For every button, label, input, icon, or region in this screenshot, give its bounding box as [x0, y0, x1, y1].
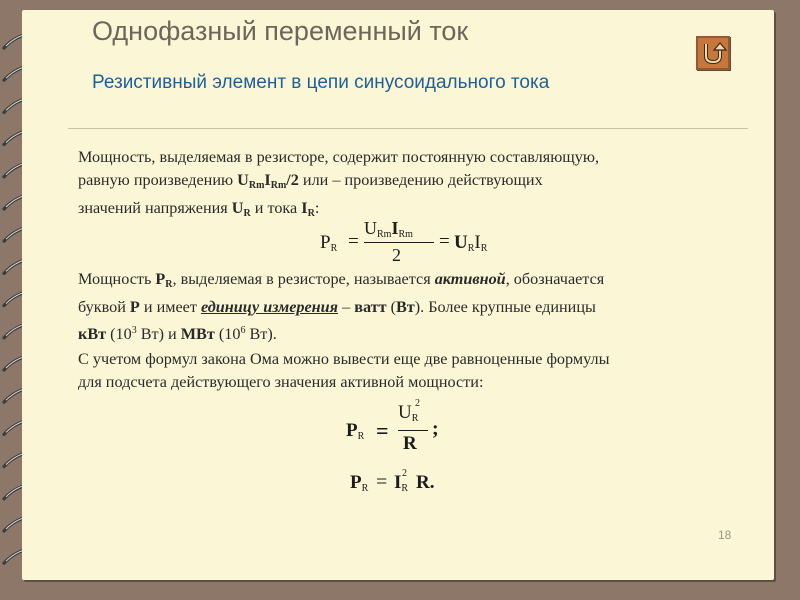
para1-line1: Мощность, выделяемая в резисторе, содержит постоянную составляющую,: [78, 148, 599, 166]
para2-line3: кВт ($10^3$ Вт) и МВт ($10^6$ Вт).: [78, 325, 277, 343]
formula-power-rm: $P_R$ = $U_{Rm}I_{Rm}$ 2 = $U_RI_R$: [320, 218, 488, 265]
paragraph-ohm-law: [78, 348, 609, 394]
para2-line1: Мощность $P_R$, выделяемая в резисторе, называется активной, обозначается: [78, 270, 605, 290]
return-button[interactable]: [696, 36, 730, 70]
formula-power-i2r: $P_R$ = $I_R$ 2 R.: [350, 468, 435, 494]
paragraph-power-definition: [78, 146, 599, 225]
para2-line2: буквой P и имеет единицу измерения – ватт (Вт). Более крупные единицы: [78, 298, 596, 316]
paragraph-active-power: [78, 268, 604, 346]
formula-power-u2r: $P_R$ = $U_R$ 2 R ;: [346, 398, 439, 454]
para3-line2: для подсчета действующего значения активной мощности:: [78, 373, 484, 391]
para1-line2: равную произведению $U_{Rm}I_{Rm}/2$ или – произведению действующих: [78, 171, 543, 191]
para1-line3: значений напряжения $U_R$ и тока $I_R$:: [78, 199, 320, 219]
page-title: Однофазный переменный ток: [92, 16, 469, 46]
page-subtitle: Резистивный элемент в цепи синусоидального тока: [92, 72, 550, 93]
para3-line1: С учетом формул закона Ома можно вывести еще две равноценные формулы: [78, 350, 610, 368]
return-arrow-icon: [698, 38, 728, 68]
page-number: 18: [718, 528, 732, 542]
header-divider: [68, 128, 748, 129]
